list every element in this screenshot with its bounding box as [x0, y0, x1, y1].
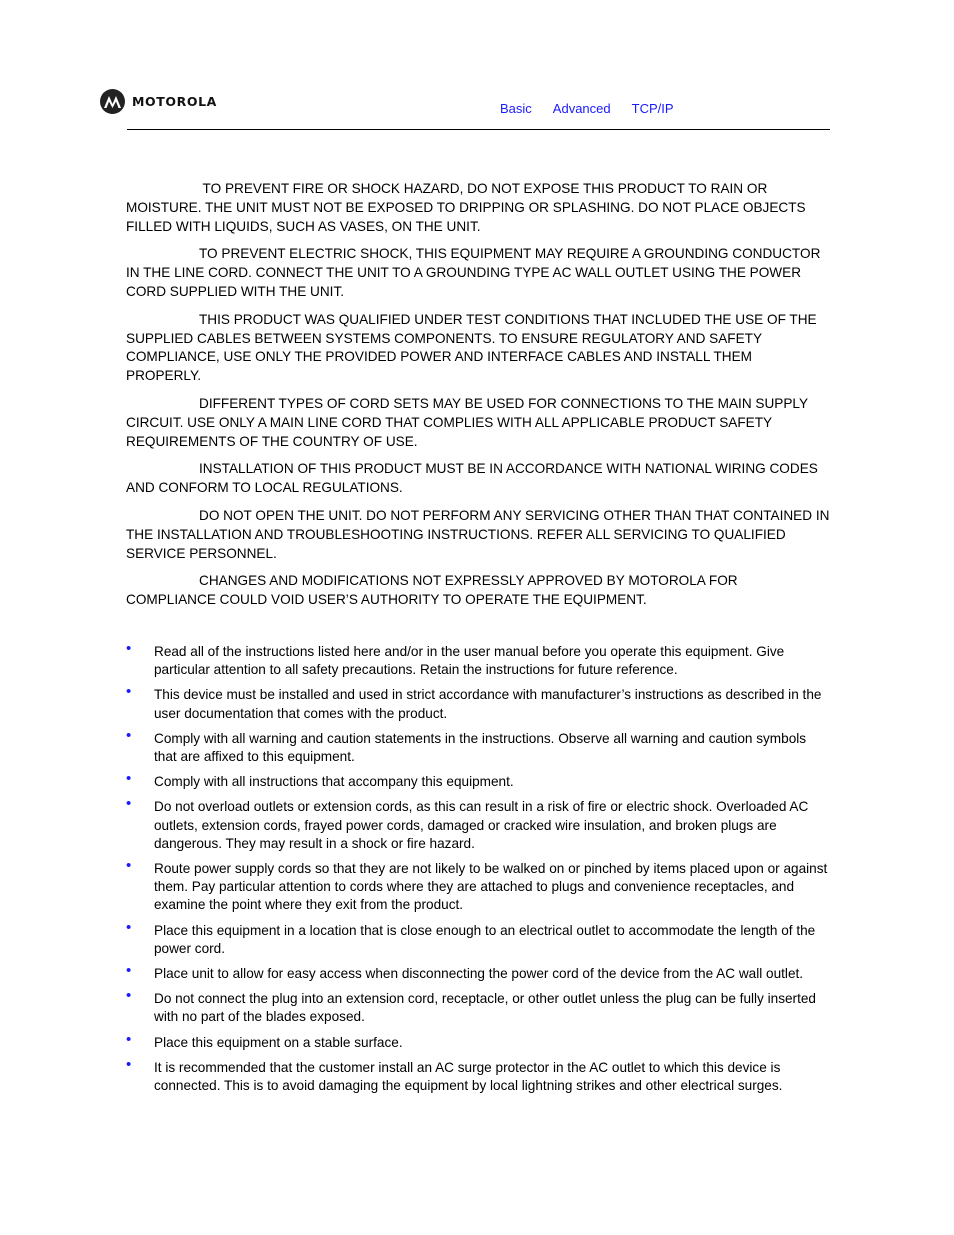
bullet-icon: • [126, 1055, 132, 1073]
list-item: • Do not overload outlets or extension cords, as this can result in a risk of fire or electric shock. Overloaded AC outlets, extension cords, frayed power cords, damaged or cracked wire insulation, and broken plugs are dangerous. They may result in a shock or fire hazard. [126, 795, 809, 851]
list-item: • Comply with all warning and caution statements in the instructions. Observe all warning and caution symbols that are affixed to this equipment. [126, 726, 807, 765]
list-item: • Comply with all instructions that accompany this equipment. [126, 770, 514, 790]
list-item: • Place this equipment on a stable surface. [126, 1030, 403, 1050]
nav-link-advanced[interactable]: Advanced [552, 101, 611, 116]
list-item: • Do not connect the plug into an extension cord, receptacle, or other outlet unless the plug can be fully inserted with no part of the blades exposed. [126, 987, 816, 1025]
warning-section [126, 180, 830, 619]
bullet-icon: • [126, 857, 132, 875]
bullet-icon: • [126, 962, 132, 980]
list-item: • This device must be installed and used in strict accordance with manufacturer’s instructions as described in the user documentation that comes with the product. [126, 683, 822, 721]
warning-paragraph: THIS PRODUCT WAS QUALIFIED UNDER TEST CONDITIONS THAT INCLUDED THE USE OF THE SUPPLIED CABLES BETWEEN SYSTEMS COMPONENTS. TO ENSURE REGULATORY AND SAFETY COMPLIANCE, USE ONLY THE PROVIDED POWER AND INTERFACE CABLES AND INSTALL THEM PROPERLY. [126, 311, 817, 384]
motorola-logo [100, 89, 217, 114]
brand-name: MOTOROLA [132, 94, 217, 109]
warning-paragraph: TO PREVENT ELECTRIC SHOCK, THIS EQUIPMENT MAY REQUIRE A GROUNDING CONDUCTOR IN THE LINE CORD. CONNECT THE UNIT TO A GROUNDING TYPE AC WALL OUTLET USING THE POWER CORD SUPPLIED WITH THE UNIT. [126, 246, 821, 299]
bullet-icon: • [126, 640, 132, 657]
nav-link-basic[interactable]: Basic [500, 101, 532, 116]
warning-paragraph: DIFFERENT TYPES OF CORD SETS MAY BE USED FOR CONNECTIONS TO THE MAIN SUPPLY CIRCUIT. USE ONLY A MAIN LINE CORD THAT COMPLIES WITH ALL APPLICABLE PRODUCT SAFETY REQUIREMENTS OF THE COUNTRY OF USE. [126, 395, 808, 449]
bullet-icon: • [126, 770, 132, 788]
bullet-icon: • [126, 1030, 132, 1048]
safety-instructions-list [126, 640, 830, 1102]
top-nav [500, 101, 695, 116]
bullet-icon: • [126, 918, 132, 936]
list-item: • It is recommended that the customer install an AC surge protector in the AC outlet to which this device is connected. This is to avoid damaging the equipment by local lightning strikes and other electrical surges. [126, 1055, 783, 1094]
list-item: • Read all of the instructions listed here and/or in the user manual before you operate this equipment. Give particular attention to all safety precautions. Retain the instructions for future reference. [126, 640, 785, 678]
header-divider [127, 129, 830, 130]
motorola-batwing-icon [100, 89, 125, 114]
bullet-icon: • [126, 795, 132, 813]
warning-paragraph: INSTALLATION OF THIS PRODUCT MUST BE IN ACCORDANCE WITH NATIONAL WIRING CODES AND CONFORM TO LOCAL REGULATIONS. [126, 461, 818, 496]
bullet-icon: • [126, 987, 132, 1005]
warning-paragraph: CHANGES AND MODIFICATIONS NOT EXPRESSLY APPROVED BY MOTOROLA FOR COMPLIANCE COULD VOID USER’S AUTHORITY TO OPERATE THE EQUIPMENT. [126, 573, 738, 608]
bullet-icon: • [126, 683, 132, 701]
warning-paragraph: DO NOT OPEN THE UNIT. DO NOT PERFORM ANY SERVICING OTHER THAN THAT CONTAINED IN THE INSTALLATION AND TROUBLESHOOTING INSTRUCTIONS. REFER ALL SERVICING TO QUALIFIED SERVICE PERSONNEL. [126, 507, 830, 561]
list-item: • Place unit to allow for easy access when disconnecting the power cord of the device from the AC wall outlet. [126, 962, 804, 982]
bullet-icon: • [126, 726, 132, 744]
list-item: • Place this equipment in a location that is close enough to an electrical outlet to accommodate the length of the power cord. [126, 918, 816, 956]
list-item: • Route power supply cords so that they are not likely to be walked on or pinched by items placed upon or against them. Pay particular attention to cords where they are attached to plugs and convenience receptacles, and examine the point where they exit from the product. [126, 857, 828, 913]
nav-link-tcpip[interactable]: TCP/IP [631, 101, 674, 116]
warning-paragraph: TO PREVENT FIRE OR SHOCK HAZARD, DO NOT EXPOSE THIS PRODUCT TO RAIN OR MOISTURE. THE UNIT MUST NOT BE EXPOSED TO DRIPPING OR SPLASHING. DO NOT PLACE OBJECTS FILLED WITH LIQUIDS, SUCH AS VASES, ON THE UNIT. [126, 181, 806, 234]
page-header [100, 88, 830, 130]
